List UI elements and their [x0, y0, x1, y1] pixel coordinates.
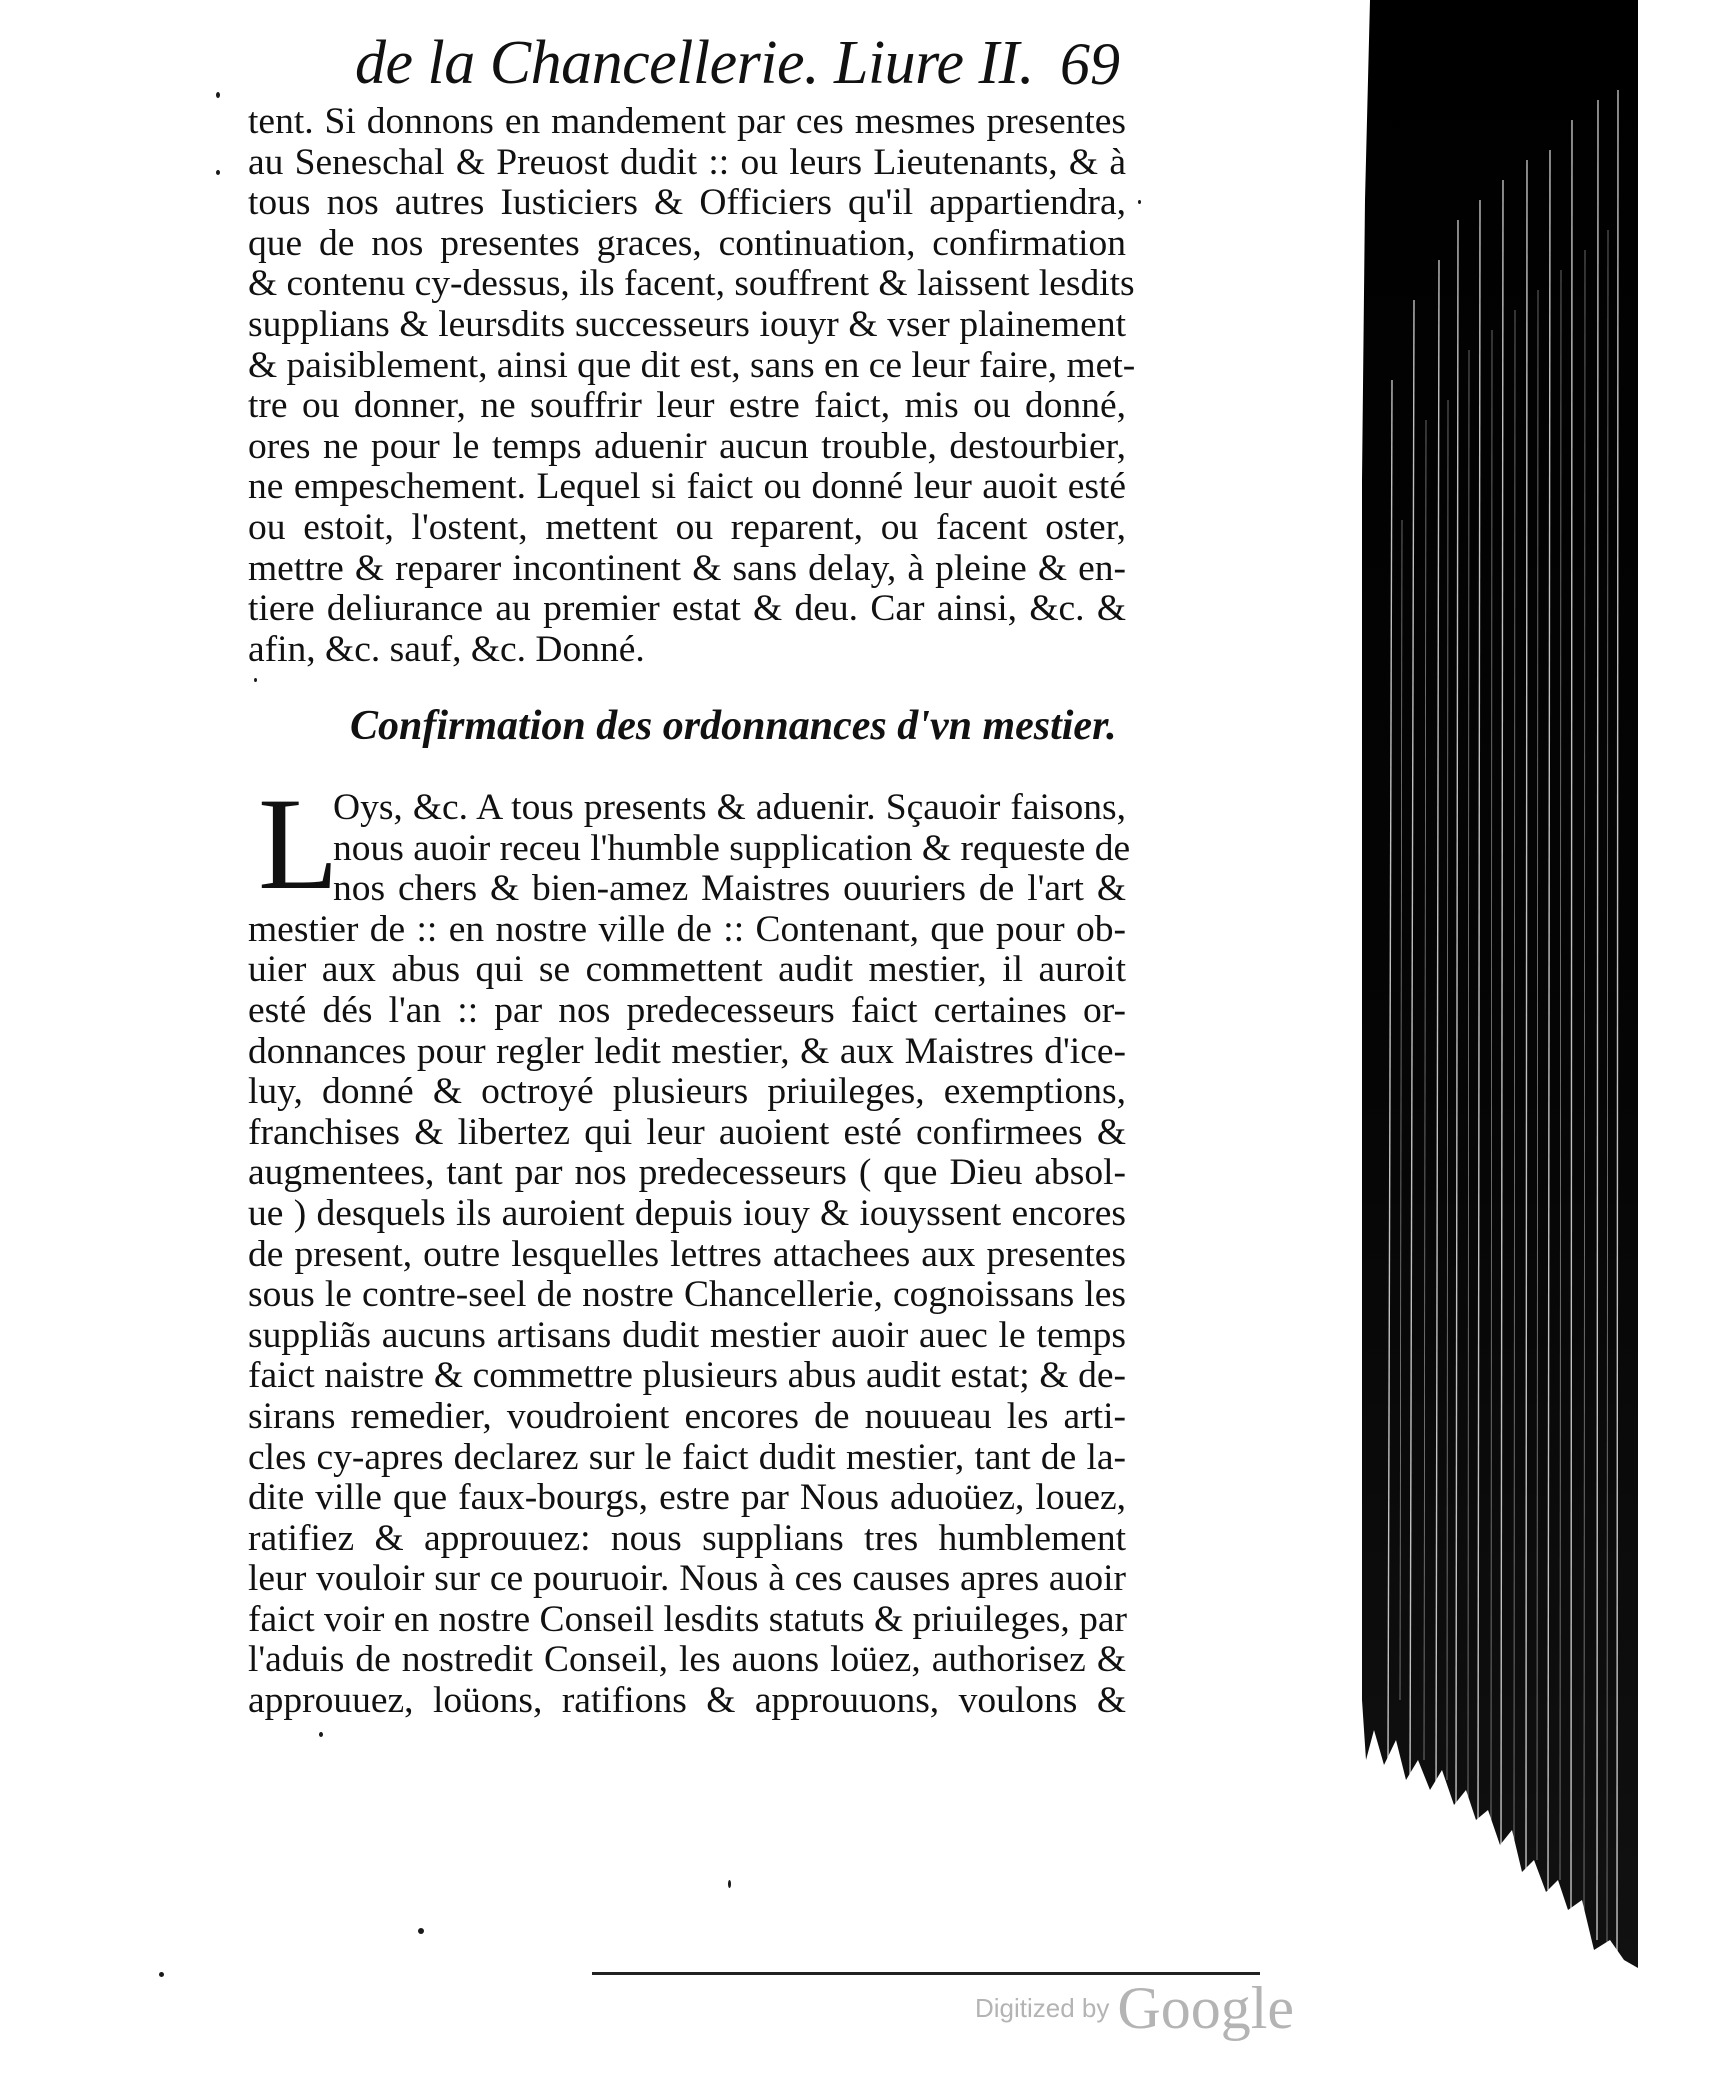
text-line: l'aduis de nostredit Conseil, les auons loüez, authorisez & [248, 1639, 1126, 1681]
text-line: ratifiez & approuuez: nous supplians tres humblement [248, 1517, 1126, 1559]
paragraph-2 [248, 787, 1131, 1722]
scanned-page-edge [1362, 0, 1638, 2078]
text-line: faict naistre & commettre plusieurs abus audit estat; & de- [248, 1355, 1126, 1397]
drop-cap-initial: L [258, 770, 339, 917]
section-heading: Confirmation des ordonnances d'vn mestier. [350, 703, 1117, 749]
text-line: esté dés l'an :: par nos predecesseurs faict certaines or- [248, 989, 1126, 1031]
text-line: de present, outre lesquelles lettres attachees aux presentes [248, 1233, 1126, 1275]
text-line: franchises & libertez qui leur auoient esté confirmees & [248, 1111, 1126, 1153]
text-line: approuuez, loüons, ratifions & approuuons, voulons & [248, 1680, 1126, 1722]
text-line: que de nos presentes graces, continuation, confirmation [248, 222, 1126, 264]
text-line: sous le contre-seel de nostre Chancellerie, cognoissans les [248, 1274, 1126, 1316]
text-line: cles cy-apres declarez sur le faict dudit mestier, tant de la- [248, 1436, 1126, 1478]
text-line: leur vouloir sur ce pouruoir. Nous à ces causes apres auoir [248, 1558, 1126, 1600]
text-line: afin, &c. sauf, &c. Donné. [248, 628, 645, 670]
ink-speck [216, 92, 220, 98]
paragraph-1 [248, 101, 1136, 670]
digitized-watermark [975, 1974, 1294, 2043]
text-line: mestier de :: en nostre ville de :: Contenant, que pour ob- [248, 908, 1126, 950]
ink-speck [159, 1972, 164, 1977]
ink-speck [254, 678, 257, 682]
text-line: tous nos autres Iusticiers & Officiers qu'il appartiendra, [248, 182, 1126, 224]
text-line: ue ) desquels ils auroient depuis iouy & iouyssent encores [248, 1192, 1126, 1234]
text-line: augmentees, tant par nos predecesseurs ( que Dieu absol- [248, 1152, 1126, 1194]
ink-speck [319, 1732, 323, 1737]
text-line: sirans remedier, voudroient encores de nouueau les arti- [248, 1395, 1126, 1437]
text-line: Oys, &c. A tous presents & aduenir. Sçauoir faisons, [333, 787, 1126, 828]
ink-speck [418, 1928, 424, 1934]
text-line: luy, donné & octroyé plusieurs priuileges, exemptions, [248, 1071, 1126, 1113]
text-line: nos chers & bien-amez Maistres ouuriers de l'art & [333, 868, 1126, 910]
text-line: nous auoir receu l'humble supplication & requeste de [333, 827, 1131, 869]
text-line: & contenu cy-dessus, ils facent, souffrent & laissent lesdits [248, 263, 1135, 305]
text-line: supplians & leursdits successeurs iouyr & vser plainement [248, 303, 1126, 345]
text-line: tre ou donner, ne souffrir leur estre faict, mis ou donné, [248, 385, 1126, 427]
text-line: ores ne pour le temps aduenir aucun trouble, destourbier, [248, 425, 1126, 467]
text-line: tent. Si donnons en mandement par ces mesmes presentes [248, 101, 1126, 142]
ink-speck [216, 170, 220, 175]
text-line: ne empeschement. Lequel si faict ou donné leur auoit esté [248, 466, 1126, 508]
text-line: donnances pour regler ledit mestier, & aux Maistres d'ice- [248, 1030, 1126, 1072]
text-line: faict voir en nostre Conseil lesdits statuts & priuileges, par [248, 1598, 1127, 1640]
page-number: 69 [1060, 31, 1120, 97]
ink-speck [1138, 200, 1141, 204]
text-line: uier aux abus qui se commettent audit mestier, il auroit [248, 949, 1126, 991]
text-line: ou estoit, l'ostent, mettent ou reparent, ou facent oster, [248, 506, 1126, 548]
text-line: tiere deliurance au premier estat & deu. Car ainsi, &c. & [248, 588, 1126, 630]
text-line: au Seneschal & Preuost dudit :: ou leurs Lieutenants, & à [248, 141, 1126, 183]
ink-speck [728, 1880, 731, 1888]
running-title: de la Chancellerie. Liure II. [355, 29, 1034, 97]
text-line: suppliãs aucuns artisans dudit mestier auoir auec le temps [248, 1314, 1126, 1356]
google-logo: Google [1117, 1975, 1295, 2041]
text-line: dite ville que faux-bourgs, estre par Nous aduoüez, louez, [248, 1477, 1126, 1519]
watermark-prefix: Digitized by [975, 1993, 1110, 2023]
text-line: & paisiblement, ainsi que dit est, sans en ce leur faire, met- [248, 344, 1136, 386]
text-line: mettre & reparer incontinent & sans delay, à pleine & en- [248, 547, 1126, 589]
